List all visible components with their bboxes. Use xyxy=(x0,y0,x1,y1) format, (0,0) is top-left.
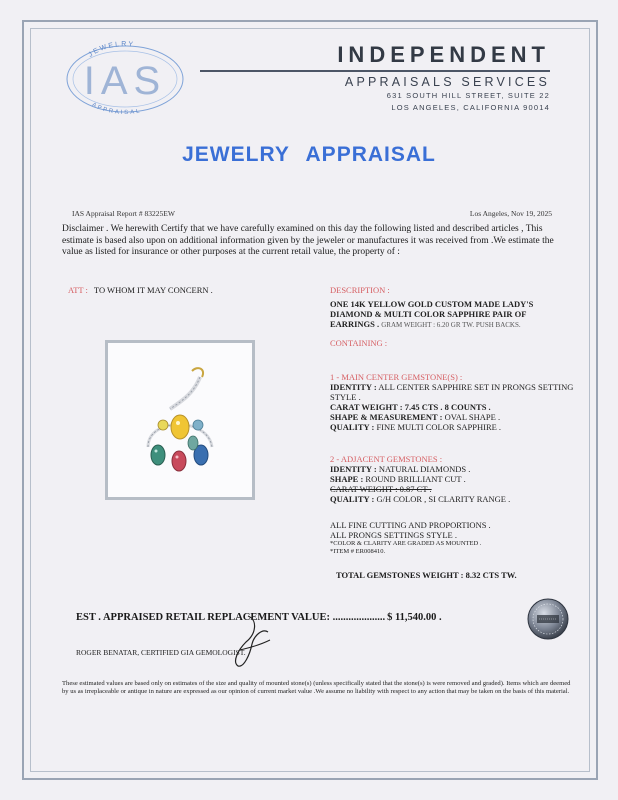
adj-carat-label: CARAT WEIGHT : xyxy=(330,484,398,494)
estimate-label: EST . APPRAISED RETAIL REPLACEMENT VALUE: .................... xyxy=(76,612,386,623)
report-number: IAS Appraisal Report # 83225EW xyxy=(72,209,175,218)
main-identity-label: IDENTITY : xyxy=(330,382,377,392)
note-line4: *ITEM # ER008410. xyxy=(330,548,386,555)
company-address-line2: LOS ANGELES, CALIFORNIA 90014 xyxy=(391,103,550,112)
main-carat-value: 7.45 CTS . 8 COUNTS . xyxy=(404,402,491,412)
disclaimer-text: Disclaimer . We herewith Certify that we have carefully examined on this day the following listed and described articles , This estimate is based also upon on additional information given by the jeweler or manufactures it was received from .We estimate the value as listed for insurance or other purposes at the current retail value, the property of : xyxy=(62,224,554,257)
note-line2: ALL PRONGS SETTINGS STYLE . xyxy=(330,530,457,540)
main-identity-value: ALL CENTER SAPPHIRE SET IN PRONGS SETTING STYLE . xyxy=(330,382,574,402)
earring-photo-icon xyxy=(105,340,255,500)
notes-section xyxy=(330,520,580,556)
hologram-seal-icon xyxy=(527,598,569,640)
main-carat-row xyxy=(330,402,580,412)
main-shape-value: OVAL SHAPE . xyxy=(444,412,501,422)
company-header xyxy=(200,42,550,113)
adj-carat-row xyxy=(330,484,580,494)
main-quality-label: QUALITY : xyxy=(330,422,375,432)
adj-shape-value: ROUND BRILLIANT CUT . xyxy=(365,474,466,484)
company-subtitle: APPRAISALS SERVICES xyxy=(344,75,550,89)
signature-icon xyxy=(210,610,280,670)
adjacent-header: 2 - ADJACENT GEMSTONES : xyxy=(330,454,443,464)
estimate-value: $ 11,540.00 . xyxy=(387,612,442,623)
containing-label: CONTAINING : xyxy=(330,338,388,348)
description-header: DESCRIPTION : xyxy=(330,285,390,295)
logo-letters: IAS xyxy=(83,59,167,103)
gemologist-name: ROGER BENATAR, CERTIFIED GIA GEMOLOGIST. xyxy=(76,648,246,657)
svg-text:APPRAISAL xyxy=(91,102,142,114)
description-text: ONE 14K YELLOW GOLD CUSTOM MADE LADY'S DIAMOND & MULTI COLOR SAPPHIRE PAIR OF EARRINGS . xyxy=(330,299,534,329)
note-line1: ALL FINE CUTTING AND PROPORTIONS . xyxy=(330,520,491,530)
main-carat-label: CARAT WEIGHT : xyxy=(330,402,403,412)
adj-carat-value: 0.87 CT . xyxy=(399,484,432,494)
logo-ring-top-text: JEWELRY xyxy=(87,40,136,59)
adj-shape-label: SHAPE : xyxy=(330,474,364,484)
report-date: Los Angeles, Nov 19, 2025 xyxy=(469,209,552,218)
adj-quality-label: QUALITY : xyxy=(330,494,375,504)
main-shape-row xyxy=(330,412,580,422)
main-center-header: 1 - MAIN CENTER GEMSTONE(S) : xyxy=(330,372,463,382)
adj-identity-value: NATURAL DIAMONDS . xyxy=(378,464,471,474)
main-quality-value: FINE MULTI COLOR SAPPHIRE . xyxy=(376,422,502,432)
main-quality-row xyxy=(330,422,580,432)
attention-value: TO WHOM IT MAY CONCERN . xyxy=(93,285,213,295)
description-body xyxy=(330,299,570,330)
adj-identity-label: IDENTITY : xyxy=(330,464,377,474)
note-line3: *COLOR & CLARITY ARE GRADED AS MOUNTED . xyxy=(330,540,482,547)
adj-quality-row xyxy=(330,494,580,504)
main-shape-label: SHAPE & MEASUREMENT : xyxy=(330,412,443,422)
adj-quality-value: G/H COLOR , SI CLARITY RANGE . xyxy=(376,494,511,504)
logo-ring-bottom-text: APPRAISAL xyxy=(90,102,142,114)
footer-text: These estimated values are based only on estimates of the size and quality of mounted stone(s) (unless specifically stated that the stone(s) is were removed and graded). Items which are deemed by us as irreplaceable or antique in nature are expressed as our opinion of current market value .We assume no liability with respect to any action that may be taken on the basis of this material. xyxy=(62,680,571,696)
total-weight: TOTAL GEMSTONES WEIGHT : 8.32 CTS TW. xyxy=(336,570,517,580)
svg-text:JEWELRY xyxy=(87,41,135,59)
document-title: JEWELRY APPRAISAL xyxy=(182,143,436,166)
report-line xyxy=(72,209,552,218)
adj-shape-row xyxy=(330,474,580,484)
main-center-section xyxy=(330,382,580,432)
attention-line xyxy=(68,285,213,295)
company-name: INDEPENDENT xyxy=(337,42,550,67)
company-address-line1: 631 SOUTH HILL STREET, SUITE 22 xyxy=(386,91,550,100)
adjacent-section xyxy=(330,464,580,504)
ias-logo-icon xyxy=(55,32,195,114)
main-identity-row xyxy=(330,382,580,402)
attention-label: ATT : xyxy=(68,285,88,295)
header-rule xyxy=(200,70,550,72)
gram-weight: GRAM WEIGHT : 6.20 GR TW. PUSH BACKS. xyxy=(381,321,521,329)
adj-identity-row xyxy=(330,464,580,474)
